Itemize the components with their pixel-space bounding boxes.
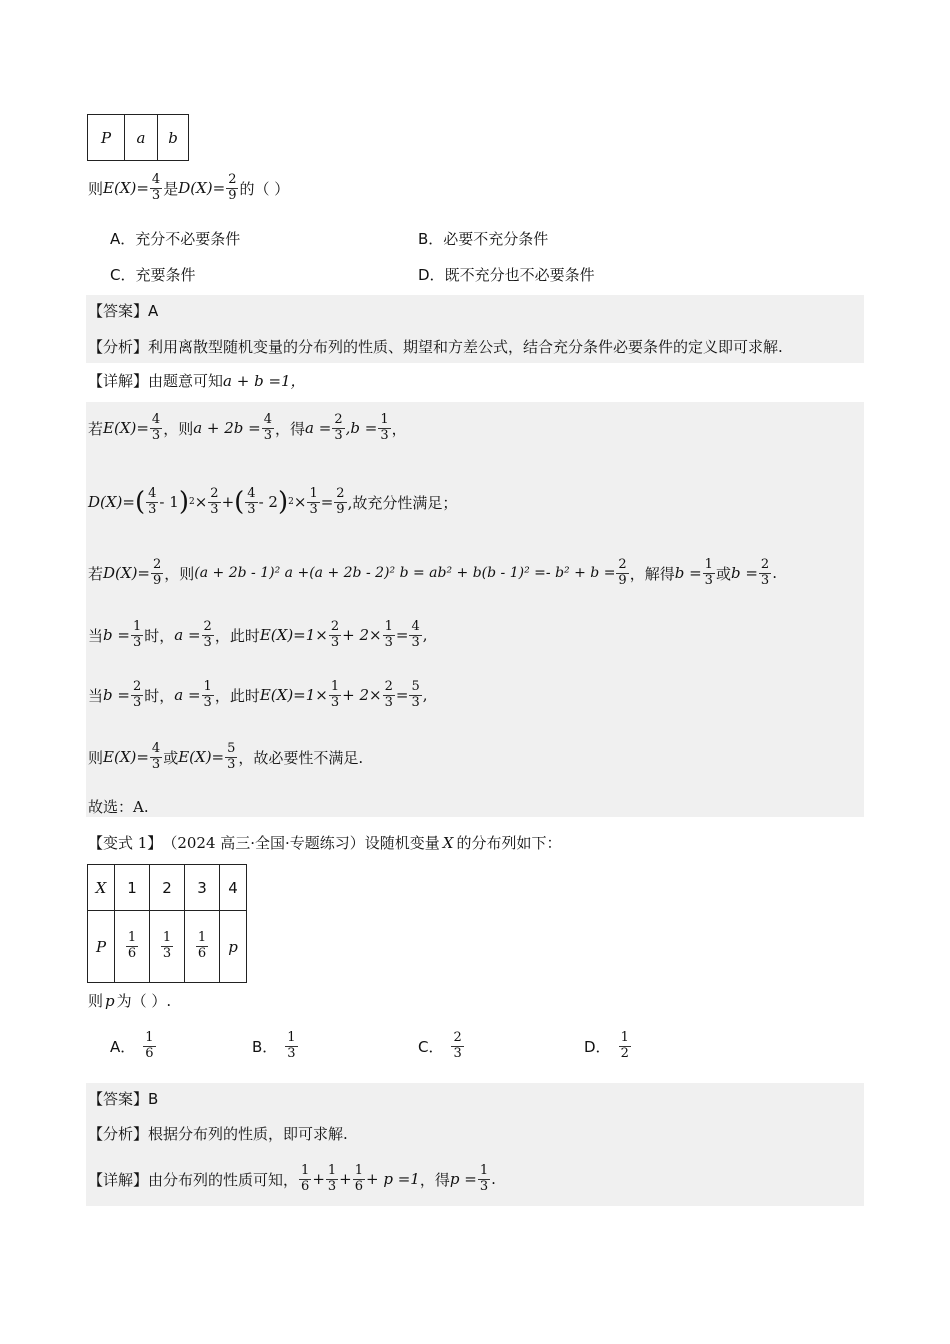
analysis-line-1: 【分析】 利用离散型随机变量的分布列的性质、期望和方差公式，结合充分条件必要条件的定义即可求解. [88,338,783,356]
solution-step-4: 当 b = $\frac{1}{3}$ 时， a = $\frac{2}{3}$ ，此时 E(X)=1× $\frac{2}{3}$ + 2× $\frac{1}{3}$ = $\frac{4}{3}$ , [88,618,428,650]
table-cell: a [125,115,158,161]
conclusion-1: 故选：A. [88,798,149,816]
table-cell: 4 [220,865,247,911]
distribution-table-2 [87,864,247,983]
text: 是 [163,179,179,198]
option-d: D． 既不充分也不必要条件 [418,266,595,284]
table-cell: P [88,115,125,161]
analysis-line-2: 【分析】 根据分布列的性质，即可求解. [88,1125,348,1143]
option-a: A． 充分不必要条件 [110,230,241,248]
table-cell: 1 [115,865,150,911]
detail-line-1: 【详解】 由题意可知 a + b =1， [88,372,306,390]
answer-line-1: 【答案】 A [88,301,159,320]
distribution-table-1 [87,114,189,161]
table-cell: X [88,865,115,911]
solution-step-6: 则 E(X)= $\frac{4}{3}$ 或 E(X)= $\frac{5}{3}$ ，故必要性不满足. [88,740,364,772]
solution-step-1: 若 E(X)= $\frac{4}{3}$ ，则 a + 2b = $\frac{4}{3}$ ，得 a = $\frac{2}{3}$ ,b = $\frac{1}{3}$ ， [88,411,407,443]
question-2-stem: 【变式 1】 （2024 高三·全国·专题练习）设随机变量 X 的分布列如下： [88,833,562,852]
option-c: C． $\frac{2}{3}$ [418,1029,462,1061]
option-d: D． $\frac{1}{2}$ [584,1029,629,1061]
question-2-ask: 则 p 为（ ）. [88,991,172,1010]
expr: D(X)= [178,179,226,197]
text: 的（ ） [239,179,290,198]
expr: E(X)= [103,179,149,197]
question-1-stem [88,168,289,208]
answer-line-2: 【答案】 B [88,1089,159,1108]
table-cell: 2 [150,865,185,911]
table-cell: $\frac{1}{6}$ [115,911,150,983]
table-cell: b [158,115,189,161]
solution-step-3: 若 D(X)= $\frac{2}{9}$ ，则 (a + 2b - 1)² a +(a + 2b - 2)² b = ab² + b(b - 1)² =- b² + b = $\frac{2}{9}$ ，解得 b = $\frac{1}{3}$ 或 b = $\frac{2}{3}$ . [88,556,777,588]
text: 则 [88,179,104,198]
table-cell: 3 [185,865,220,911]
fraction: $\frac{4}{3}$ [151,171,161,203]
table-cell: $\frac{1}{6}$ [185,911,220,983]
table-cell: P [88,911,115,983]
solution-step-2: D(X)= ( $\frac{4}{3}$ - 1 ) 2 × $\frac{2}{3}$ + ( $\frac{4}{3}$ - 2 ) 2 × $\frac{1}{3}$ = $\frac{2}{9}$ ,故充分性满足； [88,485,458,517]
option-a: A． $\frac{1}{6}$ [110,1029,154,1061]
table-cell: p [220,911,247,983]
table-cell: $\frac{1}{3}$ [150,911,185,983]
fraction: $\frac{2}{9}$ [228,171,237,203]
solution-step-5: 当 b = $\frac{2}{3}$ 时， a = $\frac{1}{3}$ ，此时 E(X)=1× $\frac{1}{3}$ + 2× $\frac{2}{3}$ = $\frac{5}{3}$ , [88,678,428,710]
option-c: C． 充要条件 [110,266,196,284]
option-b: B． $\frac{1}{3}$ [252,1029,296,1061]
option-b: B． 必要不充分条件 [418,230,549,248]
detail-line-2: 【详解】 由分布列的性质可知， $\frac{1}{6}$ + $\frac{1}{3}$ + $\frac{1}{6}$ + p =1 ，得 p = $\frac{1}{3}$ . [88,1162,496,1194]
